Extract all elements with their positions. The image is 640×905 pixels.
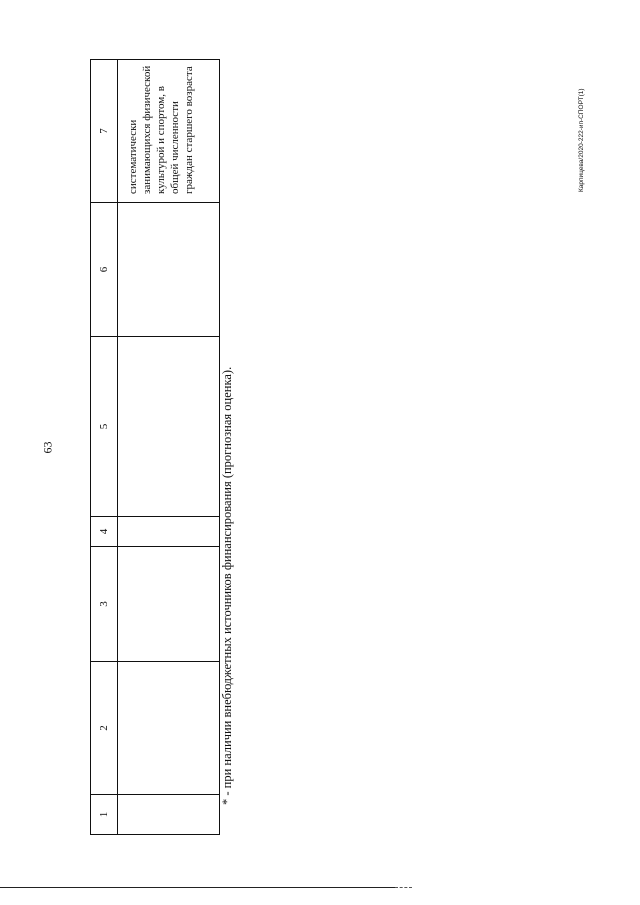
table-cell-7: систематически занимающихся физической культурой и спортом, в общей численности граждан старшего возраста [118,60,220,203]
header-cell-6: 6 [91,203,118,337]
table-row [118,60,220,835]
table-cell-1 [118,795,220,835]
page-number: 63 [40,441,55,454]
footnote: * - при наличии внебюджетных источников финансирования (прогнозная оценка). [220,366,234,805]
table-cell-6 [118,203,220,337]
header-cell-3: 3 [91,547,118,662]
header-cell-4: 4 [91,517,118,547]
header-cell-5: 5 [91,337,118,517]
bottom-dash [395,887,412,888]
bottom-rule [0,887,395,888]
header-cell-1: 1 [91,795,118,835]
table-cell-4 [118,517,220,547]
document-id: Карпицева/2020-222-ип-СПОРТ(1) [578,88,585,192]
header-cell-7: 7 [91,60,118,203]
table-cell-2 [118,662,220,795]
table-cell-3 [118,547,220,662]
data-table [90,60,220,835]
header-cell-2: 2 [91,662,118,795]
table-header-row [91,60,118,835]
table-cell-5 [118,337,220,517]
